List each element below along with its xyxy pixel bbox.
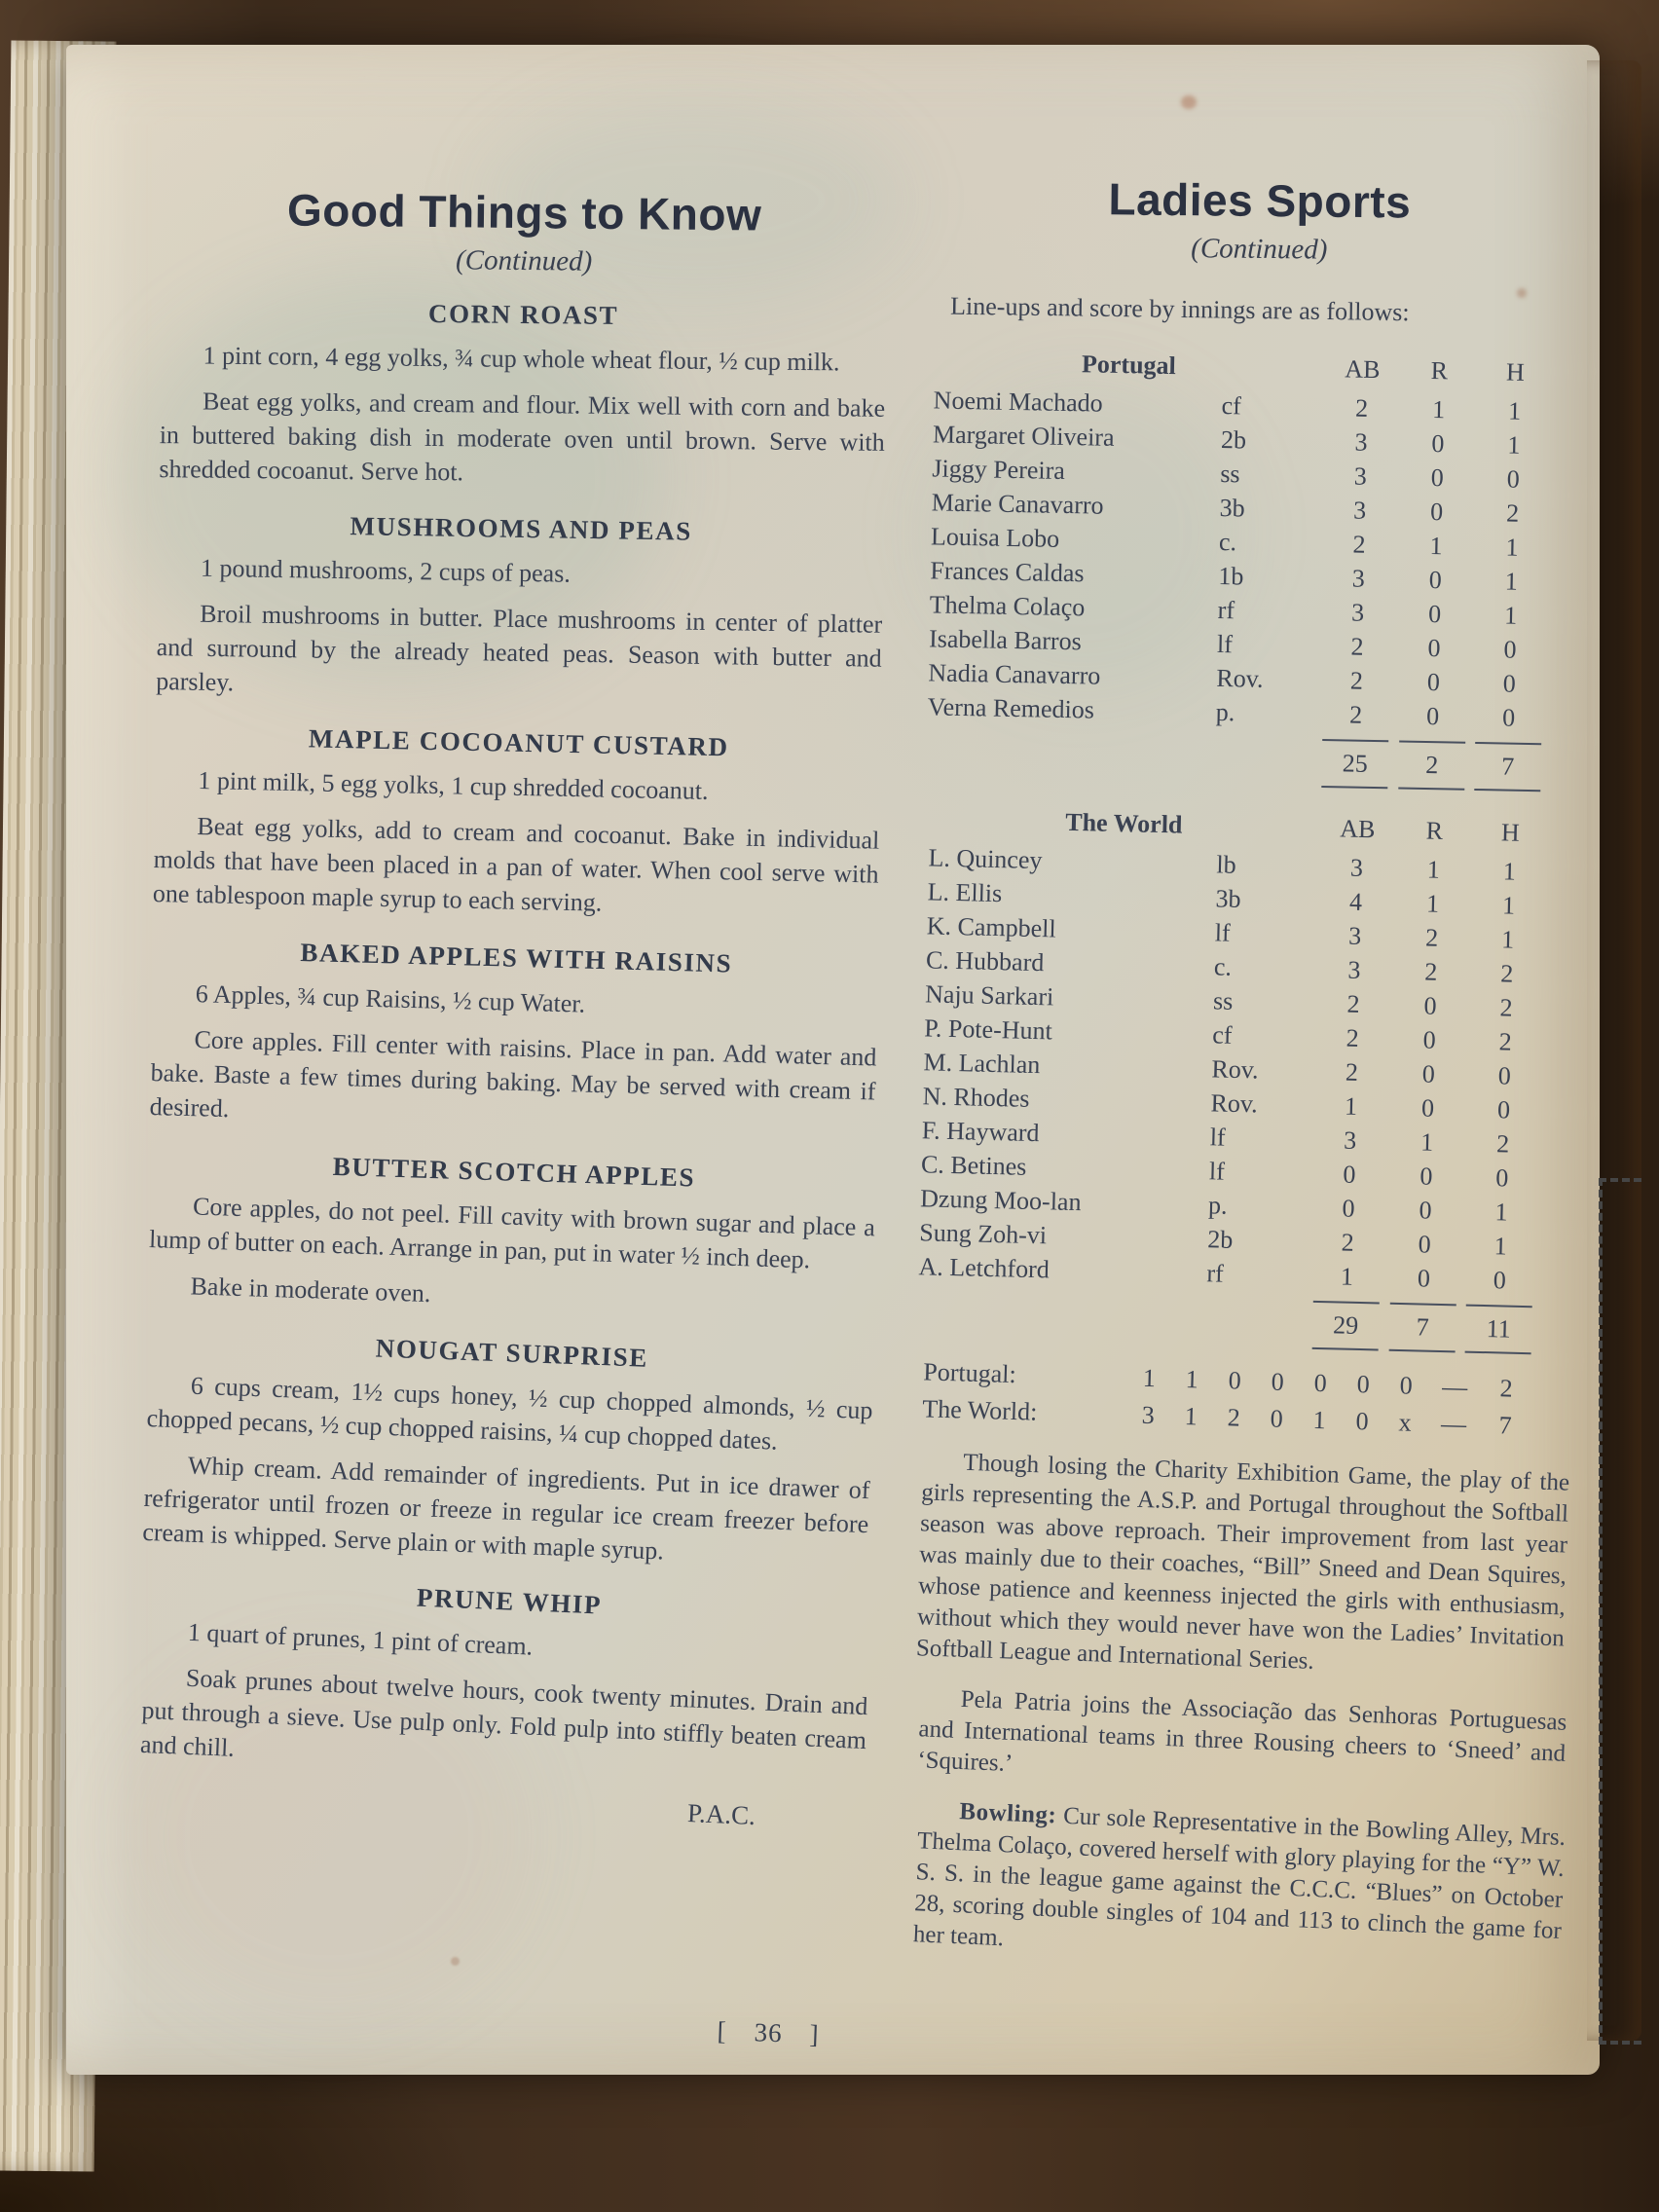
player-hits: 1: [1493, 1231, 1508, 1261]
recipe-paragraph: Beat egg yolks, and cream and flour. Mix well with corn and bake in buttered baking dish in moderate oven until brown. Serve with shredded cocoanut. Serve hot.: [159, 387, 886, 487]
recipe-paragraph: Beat egg yolks, add to cream and cocoanut. Bake in individual molds that have been placed in a pan of water. When cool serve with one tablespoon maple syrup to each serving.: [152, 812, 880, 918]
player-at-bats: 4: [1348, 887, 1363, 916]
player-at-bats: 0: [1343, 1160, 1356, 1189]
left-column-title: Good Things to Know: [286, 184, 762, 240]
player-runs: 0: [1429, 497, 1444, 526]
inning-score: 0: [1399, 1371, 1414, 1400]
sports-paragraph: Bowling: Cur sole Representative in the Bowling Alley, Mrs. Thelma Colaço, covered herself with glory playing for the “Y” W. S. S. in the league game against the C.C.C. “Blues” on October 28, scoring double singles of 104 and 113 to clinch the game for her team.: [912, 1797, 1567, 1951]
recipe-paragraph: 1 pint corn, 4 egg yolks, ¾ cup whole wheat flour, ½ cup milk.: [203, 341, 840, 377]
inning-score: 1: [1142, 1363, 1157, 1392]
player-at-bats: 2: [1348, 700, 1363, 729]
lineups-intro: Line-ups and score by innings are as follows:: [949, 291, 1410, 326]
recipe-paragraph: 1 pint milk, 5 egg yolks, 1 cup shredded cocoanut.: [198, 766, 709, 806]
player-runs: 0: [1430, 462, 1445, 492]
recipe-paragraph: Core apples. Fill center with raisins. Place in pan. Add water and bake. Baste a few times during baking. May be served with cream if desired.: [149, 1025, 877, 1124]
inning-score: 3: [1141, 1400, 1156, 1429]
player-position: p.: [1215, 697, 1235, 726]
team-name: Portugal: [1081, 349, 1177, 380]
inning-score: 1: [1184, 1401, 1198, 1431]
recipe-heading: BUTTER SCOTCH APPLES: [332, 1152, 696, 1193]
player-hits: 1: [1505, 533, 1519, 562]
magazine-page: [66, 45, 1600, 2075]
totals-spacer: [927, 763, 1209, 768]
boxscores: [918, 344, 1582, 1346]
player-name: K. Campbell: [926, 911, 1057, 943]
inning-score: 2: [1227, 1402, 1241, 1432]
player-at-bats: 1: [1340, 1262, 1354, 1291]
recipe-paragraph: 6 Apples, ¾ cup Raisins, ½ cup Water.: [195, 979, 586, 1018]
player-at-bats: 3: [1350, 598, 1365, 627]
ladies-sports-column: [912, 173, 1584, 1957]
inning-score: 0: [1355, 1406, 1370, 1436]
player-name: Thelma Colaço: [929, 590, 1086, 622]
player-runs: 1: [1429, 531, 1443, 560]
inning-score: 1: [1312, 1405, 1327, 1434]
innings-team-label: The World:: [921, 1394, 1038, 1426]
player-name: C. Betines: [920, 1149, 1027, 1181]
recipe-section: [149, 933, 879, 1143]
stat-column-header: R: [1430, 355, 1449, 386]
player-hits: 1: [1500, 925, 1515, 954]
team-total-value: 2: [1398, 740, 1465, 790]
adjacent-page-sliver: [1587, 60, 1641, 2041]
innings-total: 7: [1498, 1410, 1512, 1440]
author-initials: P.A.C.: [686, 1798, 756, 1831]
player-position: 2b: [1206, 1224, 1234, 1254]
player-name: C. Hubbard: [925, 945, 1045, 977]
player-hits: 0: [1501, 703, 1516, 732]
player-at-bats: 2: [1349, 666, 1364, 695]
team-total: [1393, 740, 1470, 790]
player-position: 3b: [1215, 884, 1241, 913]
team-total-value: 7: [1474, 742, 1541, 792]
player-runs: 0: [1419, 1161, 1433, 1191]
player-runs: 0: [1421, 1059, 1436, 1088]
player-hits: 0: [1495, 1162, 1509, 1193]
player-runs: 0: [1418, 1230, 1432, 1259]
recipe-paragraph: 1 quart of prunes, 1 pint of cream.: [187, 1618, 534, 1662]
player-name: Verna Remedios: [927, 692, 1095, 724]
player-runs: 1: [1419, 1127, 1434, 1157]
team-total-value: 7: [1389, 1302, 1456, 1352]
player-runs: 0: [1427, 599, 1442, 628]
player-runs: 0: [1417, 1264, 1431, 1293]
inning-score: 0: [1356, 1369, 1371, 1399]
player-position: Rov.: [1211, 1054, 1259, 1085]
player-position: lf: [1216, 629, 1234, 658]
boxscore-table: [926, 344, 1581, 792]
player-hits: 2: [1495, 1128, 1510, 1159]
player-hits: 2: [1498, 1027, 1513, 1056]
totals-spacer: [1199, 1330, 1307, 1333]
stat-column-header: AB: [1339, 814, 1376, 843]
player-name: L. Quincey: [928, 843, 1043, 874]
player-hits: 0: [1493, 1265, 1507, 1295]
player-runs: 0: [1428, 565, 1443, 594]
recipe-section: [153, 720, 882, 927]
player-name: F. Hayward: [921, 1115, 1040, 1147]
player-runs: 0: [1422, 1025, 1437, 1054]
player-hits: 1: [1504, 567, 1519, 596]
inning-score: 1: [1185, 1364, 1199, 1394]
player-hits: 1: [1494, 1197, 1508, 1227]
player-name: Marie Canavarro: [931, 488, 1104, 520]
player-position: c.: [1218, 527, 1237, 556]
player-runs: 0: [1423, 991, 1437, 1020]
player-at-bats: 3: [1352, 496, 1367, 525]
player-hits: 0: [1503, 635, 1517, 664]
page-number-close-bracket: ]: [809, 2019, 821, 2049]
boxscore-header-row: [934, 344, 1582, 390]
player-at-bats: 2: [1341, 1228, 1355, 1257]
player-name: P. Pote-Hunt: [924, 1013, 1053, 1046]
team-total: [1384, 1302, 1461, 1352]
player-position: 2b: [1220, 424, 1247, 455]
player-runs: 0: [1425, 701, 1440, 730]
player-name: Sung Zoh-vi: [919, 1217, 1048, 1250]
player-name: Noemi Machado: [933, 386, 1103, 418]
right-column-title: Ladies Sports: [1108, 173, 1412, 228]
right-continued-label: (Continued): [1191, 232, 1328, 266]
team-total: [1307, 1300, 1385, 1350]
paragraph-lead: Bowling:: [958, 1797, 1057, 1829]
team-name: The World: [1064, 807, 1183, 839]
player-hits: 2: [1499, 993, 1513, 1022]
player-runs: 1: [1426, 855, 1441, 884]
recipe-heading: BAKED APPLES WITH RAISINS: [300, 937, 733, 978]
player-runs: 1: [1431, 394, 1446, 424]
inning-score: x: [1398, 1408, 1413, 1437]
player-name: M. Lachlan: [923, 1047, 1041, 1079]
player-position: 1b: [1218, 561, 1244, 591]
player-at-bats: 3: [1347, 955, 1361, 984]
stat-column-header: AB: [1345, 354, 1381, 384]
player-at-bats: 3: [1349, 853, 1364, 882]
recipe-paragraph: Soak prunes about twelve hours, cook twenty minutes. Drain and put through a sieve. Use pulp only. Fold pulp into stiffly beaten cream and chill.: [139, 1664, 868, 1763]
player-position: rf: [1217, 595, 1235, 624]
recipe-paragraph: 6 cups cream, 1½ cups honey, ½ cup chopped almonds, ½ cup chopped pecans, ½ cup chopped raisins, ¼ cup chopped dates.: [146, 1371, 873, 1456]
innings-team-label: Portugal:: [923, 1357, 1017, 1388]
player-runs: 0: [1419, 1196, 1432, 1225]
player-position: cf: [1211, 1020, 1233, 1050]
player-at-bats: 2: [1354, 393, 1369, 423]
player-name: Isabella Barros: [928, 624, 1083, 655]
recipe-heading: PRUNE WHIP: [416, 1582, 603, 1620]
player-position: c.: [1213, 952, 1233, 981]
player-hits: 1: [1507, 430, 1521, 460]
boxscore-totals-row: [926, 731, 1574, 793]
team-total-value: 25: [1321, 739, 1388, 789]
player-hits: 2: [1505, 498, 1520, 528]
player-runs: 2: [1424, 923, 1439, 952]
player-position: ss: [1212, 986, 1234, 1015]
innings-dash: —: [1440, 1409, 1467, 1438]
player-name: Louisa Lobo: [930, 522, 1060, 553]
team-total-value: 29: [1312, 1301, 1380, 1351]
player-position: lf: [1209, 1122, 1227, 1152]
player-hits: 0: [1502, 669, 1517, 698]
inning-score: 0: [1313, 1368, 1328, 1397]
boxscore-totals-row: [917, 1291, 1566, 1355]
recipe-heading: MUSHROOMS AND PEAS: [350, 511, 693, 546]
player-hits: 0: [1506, 464, 1521, 494]
player-hits: 1: [1507, 396, 1522, 425]
player-runs: 0: [1420, 1093, 1435, 1123]
recipe-section: [139, 1570, 872, 1791]
player-hits: 1: [1502, 857, 1517, 886]
recipe-paragraph: Broil mushrooms in butter. Place mushrooms in center of platter and surround by the already heated peas. Season with butter and parsley.: [155, 600, 883, 697]
page-number: [46, 1993, 1492, 2074]
recipe-section: [147, 1145, 877, 1325]
team-total: [1469, 742, 1546, 792]
player-position: rf: [1206, 1258, 1225, 1288]
recipe-paragraph: Whip cream. Add remainder of ingredients. Put in ice drawer of refrigerator until frozen or freeze in regular ice cream freezer before cream is whipped. Serve plain or with maple syrup.: [141, 1451, 870, 1566]
player-name: Naju Sarkari: [924, 979, 1054, 1012]
player-name: Nadia Canavarro: [928, 658, 1101, 690]
player-at-bats: 0: [1342, 1194, 1355, 1223]
recipe-heading: NOUGAT SURPRISE: [375, 1333, 649, 1373]
player-at-bats: 3: [1354, 427, 1368, 457]
player-hits: 1: [1503, 601, 1518, 630]
player-hits: 0: [1496, 1094, 1511, 1124]
player-hits: 0: [1497, 1060, 1512, 1090]
recipe-paragraph: Core apples, do not peel. Fill cavity with brown sugar and place a lump of butter on each. Arrange in pan, put in water ½ inch deep.: [148, 1193, 876, 1274]
player-runs: 0: [1427, 633, 1441, 662]
player-at-bats: 2: [1352, 530, 1366, 559]
page-number-value: 36: [754, 2017, 784, 2048]
team-total: [1315, 739, 1394, 789]
boxscore-table: [917, 801, 1577, 1355]
player-name: Frances Caldas: [930, 556, 1085, 588]
recipe-section: [142, 1324, 875, 1576]
page-number-open-bracket: [: [717, 2015, 728, 2046]
innings-dash: —: [1441, 1372, 1468, 1402]
sports-paragraph: Though losing the Charity Exhibition Game, the play of the girls representing the A.S.P. and Portugal throughout the Softball season was above reproach. Their improvement from last year was mainly due to their coaches, “Bill” Sneed and Dean Squires, whose patience and keenness injected the girls with enthusiasm, without which they would never have won the Ladies’ Invitation Softball League and International Series.: [915, 1449, 1570, 1675]
player-runs: 1: [1425, 889, 1440, 918]
player-name: Dzung Moo-lan: [919, 1183, 1082, 1216]
innings-total: 2: [1499, 1373, 1514, 1403]
player-at-bats: 3: [1343, 1125, 1357, 1155]
recipe-section: [156, 507, 884, 710]
player-position: 3b: [1219, 493, 1245, 523]
player-position: Rov.: [1216, 663, 1264, 693]
player-position: cf: [1221, 390, 1242, 421]
player-name: Jiggy Pereira: [932, 454, 1066, 485]
score-by-innings: [922, 1353, 1571, 1446]
player-at-bats: 2: [1350, 632, 1364, 661]
player-at-bats: 2: [1346, 1023, 1360, 1052]
player-name: N. Rhodes: [922, 1081, 1030, 1113]
left-continued-label: (Continued): [455, 243, 593, 277]
recipe-paragraph: 1 pound mushrooms, 2 cups of peas.: [200, 554, 571, 589]
player-name: L. Ellis: [927, 877, 1003, 907]
player-name: A. Letchford: [918, 1251, 1051, 1284]
player-at-bats: 2: [1345, 1057, 1359, 1087]
recipe-sections: [139, 295, 887, 1769]
recipe-heading: CORN ROAST: [427, 298, 619, 330]
player-position: lb: [1216, 850, 1237, 879]
player-hits: 1: [1501, 891, 1516, 920]
recipe-heading: MAPLE COCOANUT CUSTARD: [308, 723, 729, 762]
player-runs: 0: [1431, 428, 1445, 458]
stat-column-header: R: [1425, 816, 1444, 845]
player-runs: 0: [1426, 667, 1441, 696]
team-total-value: 11: [1465, 1304, 1532, 1354]
player-position: Rov.: [1210, 1088, 1259, 1119]
stat-column-header: H: [1505, 357, 1526, 387]
player-name: Margaret Oliveira: [932, 420, 1115, 452]
totals-spacer: [1209, 768, 1316, 770]
player-at-bats: 3: [1351, 564, 1366, 593]
player-at-bats: 3: [1347, 921, 1362, 950]
good-things-column: [139, 184, 888, 1831]
player-position: ss: [1220, 459, 1240, 489]
player-position: lf: [1208, 1156, 1226, 1186]
sports-paragraph: Pela Patria joins the Associação das Senhoras Portuguesas and International teams in three Rousing cheers to ‘Sneed’ and ‘Squires.’: [916, 1685, 1567, 1777]
recipe-section: [159, 295, 886, 494]
recipe-paragraph: Bake in moderate oven.: [190, 1272, 431, 1309]
totals-spacer: [917, 1323, 1199, 1330]
dashed-border-fragment: [1599, 1178, 1641, 2045]
inning-score: 0: [1271, 1367, 1285, 1396]
page-content: [45, 40, 1600, 2085]
team-total: [1460, 1304, 1537, 1354]
inning-score: 0: [1270, 1404, 1284, 1433]
player-position: p.: [1207, 1190, 1228, 1220]
inning-score: 0: [1228, 1365, 1242, 1395]
player-at-bats: 3: [1353, 461, 1368, 491]
player-hits: 2: [1500, 959, 1514, 988]
sports-paragraphs: [912, 1446, 1570, 1957]
player-position: lf: [1214, 918, 1232, 947]
player-runs: 2: [1424, 957, 1438, 986]
player-at-bats: 2: [1346, 989, 1360, 1018]
stat-column-header: H: [1500, 817, 1521, 847]
player-at-bats: 1: [1344, 1091, 1358, 1121]
